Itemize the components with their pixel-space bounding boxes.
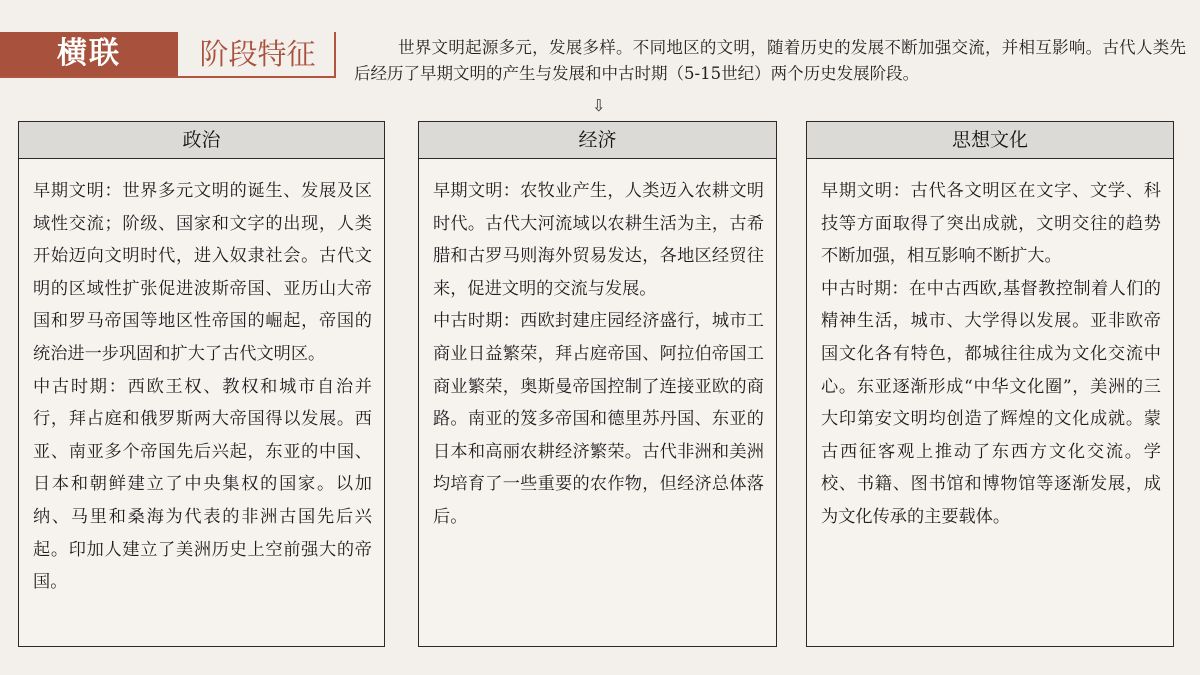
card-title: 经济 — [419, 122, 776, 159]
card-title: 思想文化 — [807, 122, 1173, 159]
early-civilization-paragraph: 早期文明：农牧业产生，人类迈入农耕文明时代。古代大河流域以农耕生活为主，古希腊和古罗马则海外贸易发达，各地区经贸往来，促进文明的交流与发展。 — [433, 181, 764, 299]
section-tag-secondary: 阶段特征 — [181, 32, 336, 76]
card-body — [807, 159, 1173, 534]
card-body — [419, 159, 776, 534]
card-title: 政治 — [19, 122, 384, 159]
culture-card — [806, 121, 1174, 647]
early-civilization-paragraph: 早期文明：古代各文明区在文字、文学、科技等方面取得了突出成就，文明交往的趋势不断加强，相互影响不断扩大。 — [821, 181, 1161, 267]
down-arrow-icon: ⇩ — [592, 96, 606, 115]
medieval-paragraph: 中古时期：在中古西欧,基督教控制着人们的精神生活，城市、大学得以发展。亚非欧帝国文化各有特色，都城往往成为文化交流中心。东亚逐渐形成“中华文化圈”，美洲的三大印第安文明均创造了辉煌的文化成就。蒙古西征客观上推动了东西方文化交流。学校、书籍、图书馆和博物馆等逐渐发展，成为文化传承的主要载体。 — [821, 278, 1161, 527]
politics-card — [18, 121, 385, 647]
medieval-paragraph: 中古时期：西欧封建庄园经济盛行，城市工商业日益繁荣，拜占庭帝国、阿拉伯帝国工商业繁荣，奥斯曼帝国控制了连接亚欧的商路。南亚的笈多帝国和德里苏丹国、东亚的日本和高丽农耕经济繁荣。古代非洲和美洲均培育了一些重要的农作物，但经济总体落后。 — [433, 311, 764, 527]
medieval-paragraph: 中古时期：西欧王权、教权和城市自治并行，拜占庭和俄罗斯两大帝国得以发展。西亚、南亚多个帝国先后兴起，东亚的中国、日本和朝鲜建立了中央集权的国家。以加纳、马里和桑海为代表的非洲古国先后兴起。印加人建立了美洲历史上空前强大的帝国。 — [33, 376, 372, 593]
economy-card — [418, 121, 777, 647]
early-civilization-paragraph: 早期文明：世界多元文明的诞生、发展及区域性交流；阶级、国家和文字的出现，人类开始迈向文明时代，进入奴隶社会。古代文明的区域性扩张促进波斯帝国、亚历山大帝国和罗马帝国等地区性帝国的崛起，帝国的统治进一步巩固和扩大了古代文明区。 — [33, 181, 372, 364]
intro-paragraph: 世界文明起源多元，发展多样。不同地区的文明，随着历史的发展不断加强交流，并相互影响。古代人类先后经历了早期文明的产生与发展和中古时期（5-15世纪）两个历史发展阶段。 — [354, 37, 1186, 83]
section-tag-primary: 横联 — [0, 32, 178, 76]
card-body — [19, 159, 384, 599]
